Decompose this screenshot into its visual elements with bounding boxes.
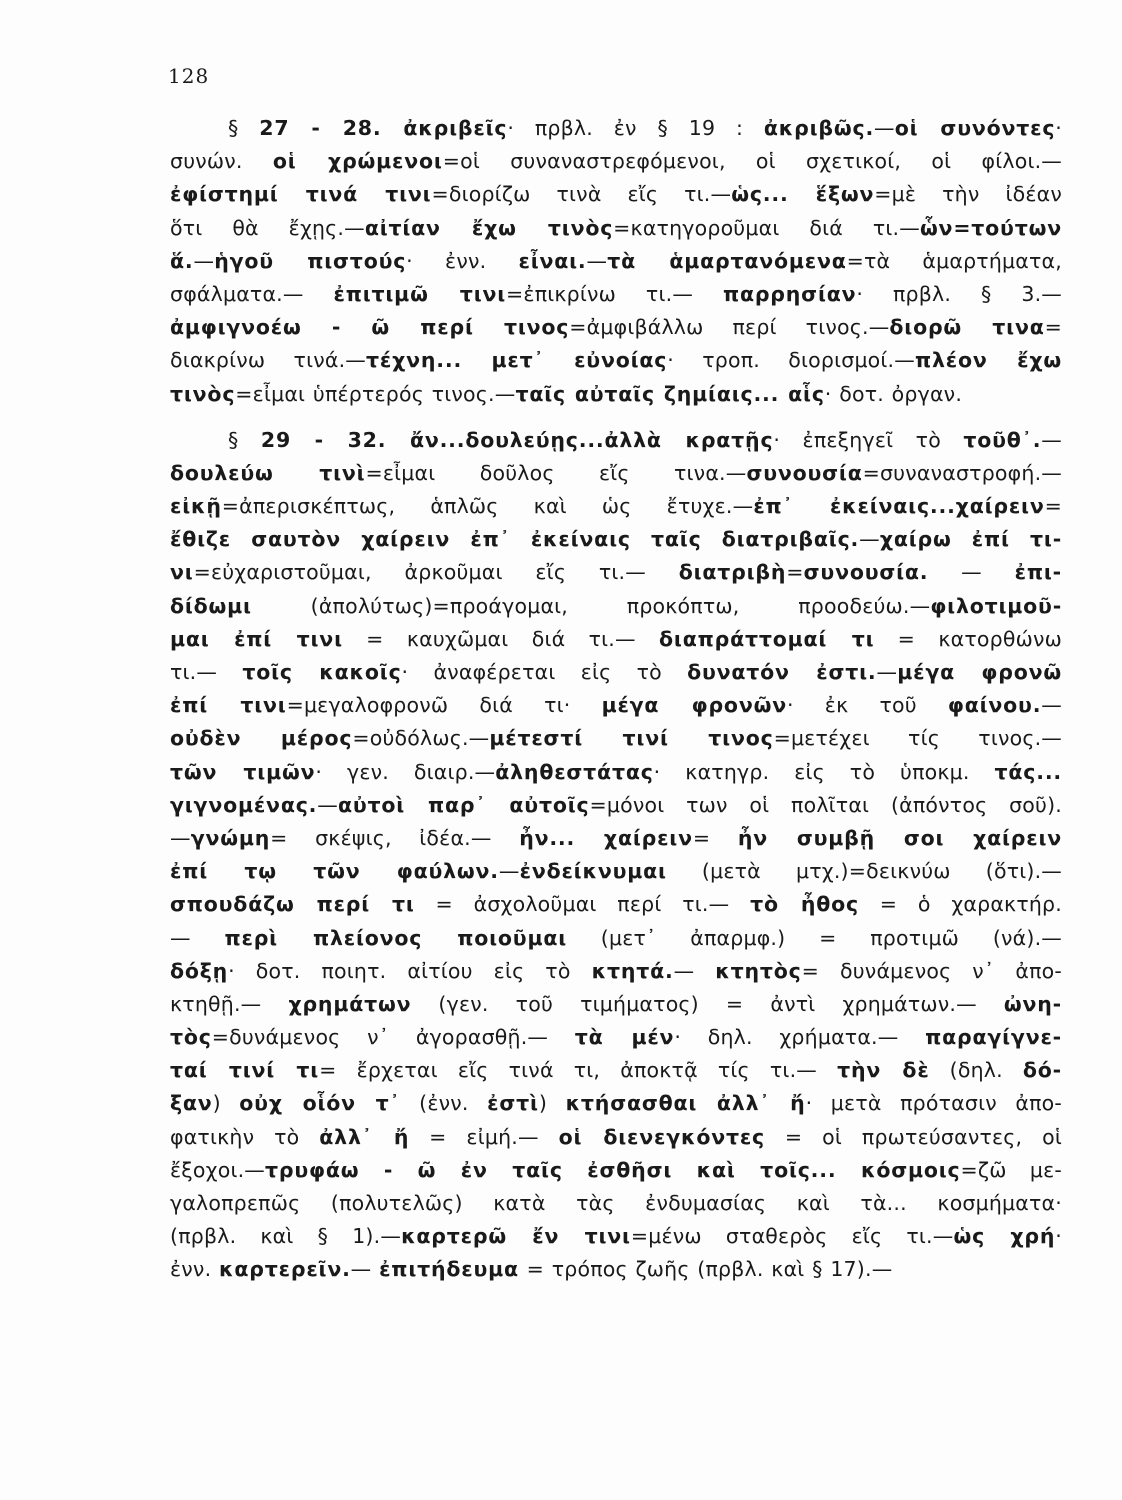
gloss-text: συνών. — [170, 149, 273, 174]
gloss-text: διακρίνω τινά.— — [170, 348, 366, 373]
gloss-text: (πρβλ. καὶ § 1).— — [170, 1224, 402, 1249]
headword: ὠνη- — [1003, 991, 1062, 1016]
headword: ἐνδείκνυμαι — [519, 859, 667, 884]
headword: δυνατόν ἐστι. — [687, 660, 877, 684]
gloss-text: · — [1055, 1224, 1062, 1249]
gloss-text: · δοτ. ὀργαν. — [824, 381, 963, 406]
text-line — [170, 1187, 1062, 1220]
gloss-text: — — [317, 792, 338, 817]
gloss-text: κτηθῇ.— — [170, 991, 289, 1016]
headword: χαίρω ἐπί τι- — [879, 527, 1062, 552]
gloss-text: — — [170, 925, 225, 950]
gloss-text: = ἀσχολοῦμαι περί τι.— — [414, 892, 751, 917]
headword: τὸ ἦθος — [750, 892, 859, 917]
text-line — [170, 1154, 1062, 1187]
headword: ἀληθεστάτας — [495, 759, 654, 784]
gloss-text: = — [786, 560, 804, 585]
headword: διαπράττομαί τι — [659, 626, 875, 651]
gloss-text: (δηλ. — [929, 1058, 1023, 1083]
gloss-text: (ἀπολύτως)=προάγομαι, προκόπτω, προοδεύω.— — [251, 593, 931, 618]
text-line — [170, 344, 1062, 377]
headword: πλέον ἔχω — [914, 348, 1062, 373]
text-line — [170, 112, 1062, 145]
headword: καρτερῶ ἔν τινι — [401, 1224, 631, 1249]
headword: τάς... — [994, 759, 1062, 784]
text-line — [170, 623, 1062, 656]
text-line — [170, 378, 1062, 411]
text-line — [170, 855, 1062, 888]
headword: ἀκριβῶς. — [763, 116, 875, 140]
headword: ἐπιτιμῶ τινι — [333, 281, 507, 306]
headword: σπουδάζω περί τι — [170, 892, 415, 917]
headword: περὶ πλείονος ποιοῦμαι — [224, 925, 568, 950]
headword: αἰτίαν ἔχω τινὸς — [364, 215, 614, 240]
gloss-text: ἔξοχοι.— — [170, 1157, 265, 1182]
headword: διορῶ τινα — [889, 315, 1045, 340]
gloss-text: =οὐδόλως.— — [352, 726, 490, 751]
gloss-text: =τὰ ἁμαρτήματα, — [846, 248, 1062, 273]
headword: μέγα φρονῶ — [897, 660, 1062, 684]
gloss-text: · — [1055, 116, 1062, 140]
headword: συνουσία — [746, 460, 863, 485]
headword: τέχνη... μετ᾽ εὐνοίας — [366, 348, 668, 373]
gloss-text: (γεν. τοῦ τιμήματος) = ἀντὶ χρημάτων.— — [411, 991, 1004, 1016]
gloss-text: =ἀμφιβάλλω περί τινος.— — [569, 315, 890, 340]
headword: τρυφάω - ῶ ἐν ταῖς ἐσθῆσι καὶ τοῖς... κόσμοις — [265, 1157, 961, 1182]
headword: παραγίγνε- — [925, 1025, 1062, 1050]
gloss-text: φατικὴν τὸ — [170, 1124, 320, 1149]
gloss-text: — — [673, 958, 716, 983]
gloss-text: ) — [212, 1091, 240, 1116]
gloss-text: — — [859, 527, 880, 552]
text-line — [170, 822, 1062, 855]
headword: ταί τινί τι — [170, 1058, 320, 1083]
headword: ἔθιζε σαυτὸν χαίρειν ἐπ᾽ ἐκείναις ταῖς διατριβαῖς. — [170, 527, 860, 552]
gloss-text: — — [1041, 693, 1062, 718]
gloss-text: · ἐνν. — [406, 248, 519, 273]
headword: τὰ μέν — [574, 1025, 675, 1050]
gloss-text: — — [874, 116, 895, 140]
text-line — [170, 722, 1062, 755]
page-number: 128 — [168, 64, 210, 88]
text-line — [170, 888, 1062, 921]
headword: τοῖς κακοῖς — [242, 660, 402, 684]
headword: κτητὸς — [715, 958, 802, 983]
text-line — [170, 311, 1062, 344]
gloss-text: =διορίζω τινὰ εἴς τι.— — [431, 182, 732, 207]
gloss-text: = σκέψις, ἰδέα.— — [270, 825, 520, 850]
headword: γνώμη — [190, 825, 271, 850]
headword: τὰ ἁμαρτανόμενα — [607, 248, 847, 273]
text-line — [170, 1087, 1062, 1120]
headword: ἐπί τινι — [170, 693, 287, 718]
paragraph — [170, 424, 1062, 1287]
headword: μέτεστί τινί τινος — [489, 726, 774, 751]
gloss-text: · μετὰ πρότασιν ἀπο- — [805, 1091, 1062, 1116]
text-line — [170, 590, 1062, 623]
gloss-text: =μεγαλοφρονῶ διά τι· — [286, 693, 602, 718]
gloss-text: — — [498, 859, 520, 884]
paragraph — [170, 112, 1062, 411]
headword: ὡς... ἕξων — [731, 182, 875, 207]
headword: δόξῃ — [170, 958, 229, 983]
text-line — [170, 756, 1062, 789]
headword: δουλεύω τινὶ — [170, 460, 366, 485]
gloss-text: · δοτ. ποιητ. αἰτίου εἰς τὸ — [228, 958, 592, 983]
paragraph-gap — [170, 411, 1062, 424]
headword: ἅ. — [170, 248, 194, 273]
headword: εἶναι. — [518, 248, 587, 273]
headword: χρημάτων — [288, 991, 412, 1016]
text-line — [170, 789, 1062, 822]
gloss-text: · δηλ. χρήματα.— — [674, 1025, 926, 1050]
gloss-text: (ἐνν. — [400, 1091, 488, 1116]
text-line — [170, 278, 1062, 311]
headword: διατριβὴ — [678, 560, 787, 585]
gloss-text: =εἶμαι ὑπέρτερός τινος.— — [235, 381, 516, 406]
gloss-text: — — [350, 1257, 380, 1282]
gloss-text: — — [193, 248, 215, 273]
gloss-text: ) — [538, 1091, 566, 1116]
gloss-text: =μετέχει τίς τινος.— — [773, 726, 1062, 751]
gloss-text: ὅτι θὰ ἔχῃς.— — [170, 215, 365, 240]
headword: ἡγοῦ πιστούς — [214, 248, 407, 273]
gloss-text: =ζῶ με- — [960, 1157, 1062, 1182]
headword: δό- — [1022, 1058, 1062, 1083]
headword: οἱ διενεγκόντες — [558, 1124, 766, 1149]
text-line — [170, 212, 1062, 245]
headword: κτητά. — [591, 958, 674, 983]
gloss-text: =εὐχαριστοῦμαι, ἀρκοῦμαι εἴς τι.— — [193, 560, 679, 585]
headword: φιλοτιμοῦ- — [930, 593, 1062, 618]
headword: φαίνου. — [947, 693, 1042, 718]
gloss-text: =μὲ τὴν ἰδέαν — [874, 182, 1062, 207]
text-line — [170, 245, 1062, 278]
gloss-text: = — [692, 825, 738, 850]
gloss-text: =μόνοι των οἱ πολῖται (ἀπόντος σοῦ). — [589, 792, 1062, 817]
gloss-text: · γεν. διαιρ.— — [315, 759, 496, 784]
gloss-text: =ἀπερισκέπτως, ἁπλῶς καὶ ὡς ἔτυχε.— — [221, 494, 754, 519]
gloss-text: = εἰμή.— — [409, 1124, 559, 1149]
headword: κτήσασθαι ἀλλ᾽ ἤ — [565, 1091, 806, 1116]
gloss-text: — — [928, 560, 1015, 585]
gloss-text: — — [586, 248, 608, 273]
headword: ταῖς αὐταῖς ζημίαις... αἷς — [515, 381, 825, 406]
gloss-text: (μετ᾽ ἀπαρμφ.) = προτιμῶ (νά).— — [567, 925, 1062, 950]
headword: ὧν=τούτων — [919, 215, 1062, 240]
gloss-text: § — [228, 116, 260, 140]
headword: νι — [170, 560, 194, 585]
headword: ἀλλ᾽ ἤ — [319, 1124, 410, 1149]
headword: τοῦθ᾽. — [963, 427, 1042, 452]
text-line — [170, 922, 1062, 955]
headword: ἐπ᾽ ἐκείναις...χαίρειν — [753, 494, 1045, 519]
text-line — [170, 178, 1062, 211]
text-line — [170, 1121, 1062, 1154]
text-line — [170, 523, 1062, 556]
text-line — [170, 1021, 1062, 1054]
gloss-text: · πρβλ. ἐν § 19 : — [507, 116, 764, 140]
gloss-text: · τροπ. διορισμοί.— — [667, 348, 915, 373]
gloss-text: =συναναστροφή.— — [862, 460, 1062, 485]
text-line — [170, 1220, 1062, 1253]
headword: ἐπιτήδευμα — [379, 1257, 519, 1282]
headword: οὐχ οἷόν τ᾽ — [239, 1091, 401, 1116]
headword: 27 - 28. ἀκριβεῖς — [259, 116, 508, 140]
headword: ξαν — [170, 1091, 213, 1116]
headword: τὸς — [170, 1025, 212, 1050]
gloss-text: = — [1044, 494, 1062, 519]
headword: ἦν συμβῇ σοι χαίρειν — [737, 825, 1062, 850]
gloss-text: =μένω σταθερὸς εἴς τι.— — [630, 1224, 954, 1249]
gloss-text: — — [1041, 427, 1062, 452]
text-line — [170, 145, 1062, 178]
gloss-text: = καυχῶμαι διά τι.— — [342, 626, 660, 651]
gloss-text: =κατηγοροῦμαι διά τι.— — [613, 215, 920, 240]
text-line — [170, 955, 1062, 988]
gloss-text: — — [170, 825, 191, 850]
gloss-text: = ὁ χαρακτήρ. — [858, 892, 1062, 917]
headword: ἐστὶ — [487, 1091, 539, 1116]
headword: τινὸς — [170, 381, 236, 406]
headword: καρτερεῖν. — [219, 1257, 351, 1282]
gloss-text: =εἶμαι δοῦλος εἴς τινα.— — [365, 460, 747, 485]
gloss-text: · ἀναφέρεται εἰς τὸ — [401, 660, 688, 684]
gloss-text: — — [876, 660, 898, 684]
headword: εἰκῇ — [170, 494, 222, 519]
gloss-text: · ἐκ τοῦ — [786, 693, 948, 718]
headword: παρρησίαν — [722, 281, 857, 306]
headword: ἐφίστημί τινά τινι — [170, 182, 432, 207]
headword: οὐδὲν μέρος — [170, 726, 353, 751]
headword: ἦν... χαίρειν — [519, 825, 693, 850]
headword: τῶν τιμῶν — [170, 759, 316, 784]
gloss-text: · κατηγρ. εἰς τὸ ὑποκμ. — [653, 759, 995, 784]
gloss-text: · ἐπεξηγεῖ τὸ — [773, 427, 964, 452]
gloss-text: γαλοπρεπῶς (πολυτελῶς) κατὰ τὰς ἐνδυμασίας καὶ τὰ... κοσμήματα· — [170, 1191, 1062, 1215]
headword: τὴν δὲ — [837, 1058, 930, 1083]
text-line — [170, 556, 1062, 589]
gloss-text: (μετὰ μτχ.)=δεικνύω (ὅτι).— — [666, 859, 1062, 884]
gloss-text: § — [228, 427, 261, 452]
gloss-text: = κατορθώνω — [874, 626, 1062, 651]
headword: ἐπι- — [1014, 560, 1062, 585]
gloss-text: =οἱ συναναστρεφόμενοι, οἱ σχετικοί, οἱ φίλοι.— — [442, 149, 1062, 174]
gloss-text: = τρόπος ζωῆς (πρβλ. καὶ § 17).— — [518, 1257, 893, 1282]
text-line — [170, 656, 1062, 689]
text-line — [170, 424, 1062, 457]
headword: συνουσία. — [803, 560, 929, 585]
gloss-text: = δυνάμενος ν᾽ ἀπο- — [801, 958, 1062, 983]
gloss-text: = — [1044, 315, 1062, 340]
gloss-text: = ἔρχεται εἴς τινά τι, ἀποκτᾷ τίς τι.— — [319, 1058, 838, 1083]
headword: μαι ἐπί τινι — [170, 626, 343, 651]
gloss-text: ἐνν. — [170, 1257, 220, 1282]
text-line — [170, 1253, 1062, 1286]
headword: οἱ χρώμενοι — [272, 149, 443, 174]
headword: ἀμφιγνοέω - ῶ περί τινος — [170, 315, 570, 340]
text-line — [170, 457, 1062, 490]
headword: ὡς χρή — [953, 1224, 1056, 1249]
headword: αὐτοὶ παρ᾽ αὐτοῖς — [337, 792, 590, 817]
commentary-text — [170, 112, 1062, 1287]
headword: οἱ συνόντες — [894, 116, 1056, 140]
headword: μέγα φρονῶν — [601, 693, 787, 718]
gloss-text: τι.— — [170, 660, 243, 684]
text-line — [170, 490, 1062, 523]
headword: ἐπί τῳ τῶν φαύλων. — [170, 859, 499, 884]
gloss-text: · πρβλ. § 3.— — [856, 281, 1062, 306]
gloss-text: σφάλματα.— — [170, 281, 334, 306]
text-line — [170, 988, 1062, 1021]
text-line — [170, 689, 1062, 722]
headword: 29 - 32. ἄν...δουλεύῃς...ἀλλὰ κρατῇς — [260, 427, 774, 452]
gloss-text: =ἐπικρίνω τι.— — [506, 281, 723, 306]
text-line — [170, 1054, 1062, 1087]
gloss-text: = οἱ πρωτεύσαντες, οἱ — [765, 1124, 1062, 1149]
gloss-text: =δυνάμενος ν᾽ ἀγορασθῇ.— — [211, 1025, 575, 1050]
headword: δίδωμι — [170, 593, 252, 618]
headword: γιγνομένας. — [170, 792, 318, 817]
